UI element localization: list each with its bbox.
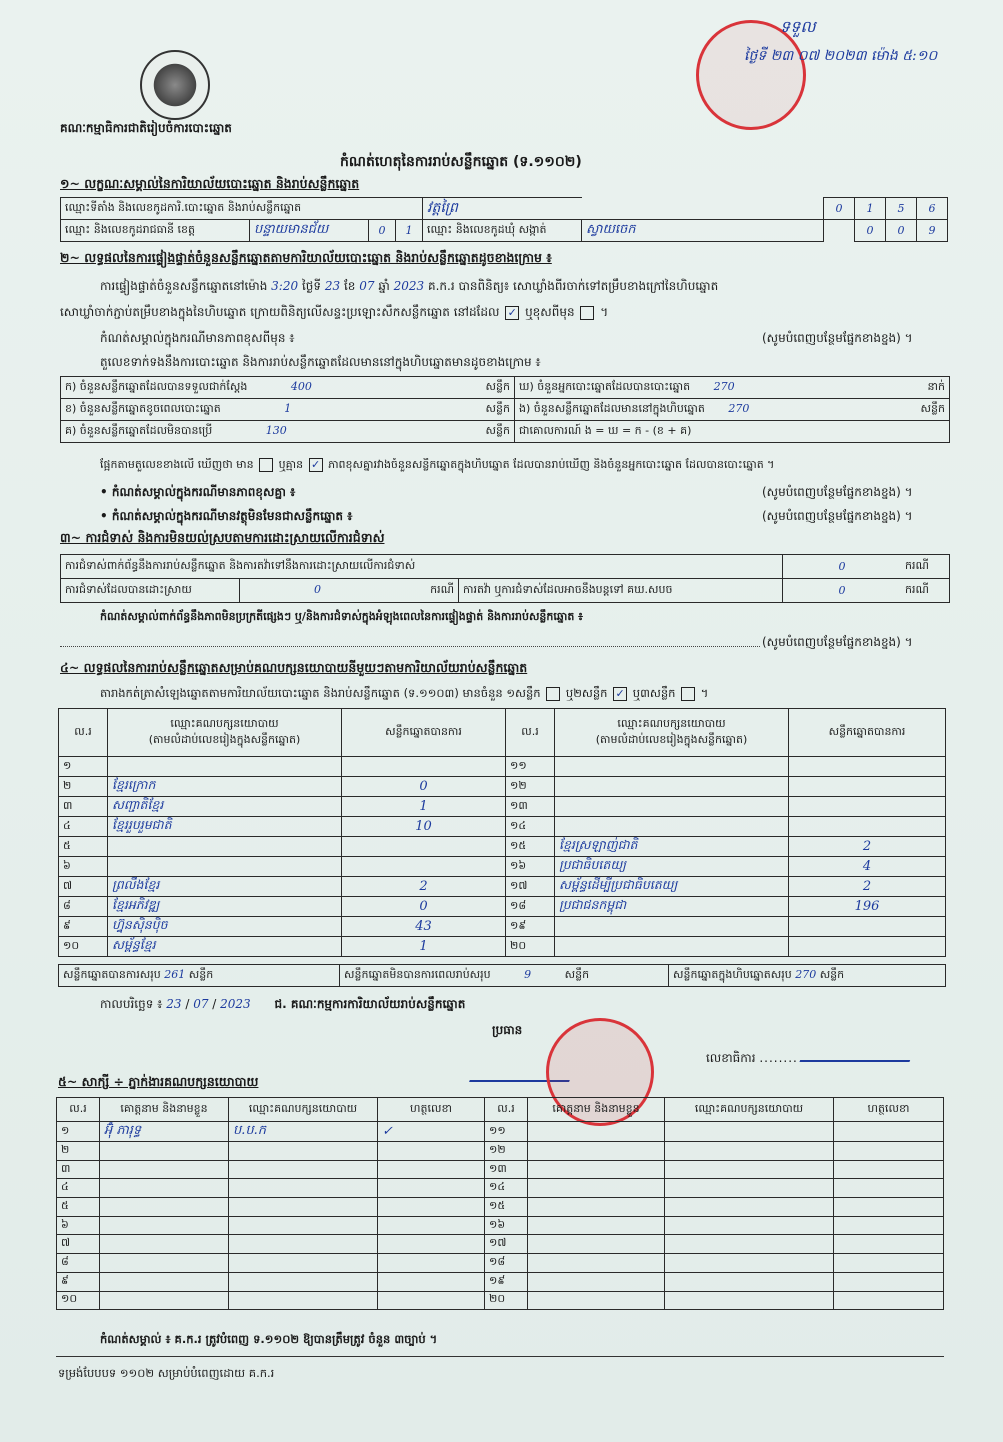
witness-right-sign <box>834 1122 944 1142</box>
ka-label: ក) ចំនួនសន្លឹកឆ្នោតដែលបានទទួលជាក់ស្តែង <box>65 379 248 393</box>
witness-right-no: ១៥ <box>485 1198 528 1217</box>
witness-right-no: ១១ <box>485 1122 528 1142</box>
results-right-no: ១៩ <box>506 917 555 937</box>
results-left-party: សញ្ជាតិខ្មែរ <box>108 797 342 817</box>
figures-intro: តួលេខទាក់ទងនឹងការបោះឆ្នោត និងការរាប់សន្លឹកឆ្នោតដែលមាននៅក្នុងហិបឆ្នោតមានដូចខាងក្រោម ៖ <box>100 355 541 369</box>
witness-right-name <box>528 1198 665 1217</box>
results-row <box>59 777 946 797</box>
date-line: កាលបរិច្ឆេទ ៖ 23 / 07 / 2023 ជ. គណៈកម្មការការិយាល័យរាប់សន្លឹកឆ្នោត <box>100 997 466 1011</box>
results-left-no: ៥ <box>59 837 108 857</box>
witness-col-sign-left: ហត្ថលេខា <box>378 1098 485 1122</box>
witness-right-sign <box>834 1235 944 1254</box>
objection-r1-label: ការជំទាស់ពាក់ព័ន្ធនឹងការរាប់សន្លឹកឆ្នោត និងការតវ៉ាទៅនឹងការដោះស្រាយលើការជំទាស់ <box>61 555 783 579</box>
witness-right-party <box>665 1235 834 1254</box>
results-left-votes: 1 <box>342 937 506 957</box>
results-left-votes <box>342 857 506 877</box>
verify-time: 3:20 <box>271 279 299 293</box>
results-left-no: ៧ <box>59 877 108 897</box>
witness-left-name <box>100 1291 229 1310</box>
results-right-party: ប្រជាជនកម្ពុជា <box>555 897 789 917</box>
witness-right-sign <box>834 1198 944 1217</box>
results-right-no: ១៥ <box>506 837 555 857</box>
form-title: កំណត់ហេតុនៃការរាប់សន្លឹកឆ្នោត (ទ.១១០២) <box>340 154 582 170</box>
note1-label: កំណត់សម្គាល់ក្នុងករណីមានភាពខុសពីមុន ៖ <box>100 331 295 345</box>
witness-left-no: ៥ <box>57 1198 100 1217</box>
kha-value: 1 <box>284 401 292 415</box>
results-left-party: ខ្មែរអភិវឌ្ឍ <box>108 897 342 917</box>
witness-left-name <box>100 1198 229 1217</box>
section1-title: ១~ លក្ខណៈសម្គាល់នៃការិយាល័យបោះឆ្នោត និងរាប់សន្លឹកឆ្នោត <box>60 176 360 191</box>
results-table <box>58 708 946 957</box>
witness-row <box>57 1179 944 1198</box>
footer-note: កំណត់សម្គាល់ ៖ គ.ក.រ ត្រូវបំពេញ ទ.១១០២ ឱ្យបានត្រឹមត្រូវ ចំនួន ៣ច្បាប់ ។ <box>100 1332 438 1346</box>
results-right-votes <box>789 797 946 817</box>
results-left-party <box>108 837 342 857</box>
witness-left-party <box>229 1216 378 1235</box>
president-label: ប្រធាន <box>492 1023 523 1037</box>
results-right-no: ១៨ <box>506 897 555 917</box>
witness-left-no: ៧ <box>57 1235 100 1254</box>
section5-title: ៥~ សាក្សី ÷ ភ្នាក់ងារគណបក្សនយោបាយ <box>58 1074 259 1089</box>
witness-left-sign <box>378 1272 485 1291</box>
results-right-party <box>555 777 789 797</box>
bullet2-label: • កំណត់សម្គាល់ក្នុងករណីមានវត្ថុមិនមែនជាសន្លឹកឆ្នោត ៖ <box>100 509 353 523</box>
section2-title: ២~ លទ្ធផលនៃការផ្ទៀងផ្ទាត់ចំនួនសន្លឹកឆ្នោតតាមការិយាល័យបោះឆ្នោត និងរាប់សន្លឹកឆ្នោតដូចខាងក្រោម ៖ <box>60 250 552 265</box>
objection-r2-unit: ករណី <box>430 582 454 596</box>
witness-left-name <box>100 1272 229 1291</box>
results-right-party: ប្រជាធិបតេយ្យ <box>555 857 789 877</box>
results-right-party <box>555 937 789 957</box>
different-label: ឬខុសពីមុន <box>525 305 575 319</box>
witness-row <box>57 1216 944 1235</box>
results-left-no: ១ <box>59 757 108 777</box>
one-sheet-checkbox[interactable] <box>546 687 560 701</box>
witness-left-sign <box>378 1198 485 1217</box>
different-checkbox[interactable] <box>580 306 594 320</box>
witness-left-party <box>229 1142 378 1161</box>
results-left-votes: 10 <box>342 817 506 837</box>
witness-left-no: ៤ <box>57 1179 100 1198</box>
row2-code2-0: 0 <box>855 220 886 242</box>
witness-left-no: ២ <box>57 1142 100 1161</box>
ngo-label: ង) ចំនួនសន្លឹកឆ្នោតដែលមាននៅក្នុងហិបឆ្នោត <box>519 401 705 415</box>
row2-code-0: 0 <box>369 220 396 242</box>
objection-table <box>60 554 950 603</box>
results-col-party-right-sub: (តាមលំដាប់លេខរៀងក្នុងសន្លឹកឆ្នោត) <box>595 732 748 746</box>
results-row <box>59 937 946 957</box>
witness-right-party <box>665 1179 834 1198</box>
bullet1-hint: (សូមបំពេញបន្ថែមផ្នែកខាងខ្នង) ។ <box>762 485 913 499</box>
witness-left-name <box>100 1160 229 1179</box>
witness-row <box>57 1272 944 1291</box>
witness-col-name-right: គោត្តនាម និងនាមខ្លួន <box>528 1098 665 1122</box>
witness-left-name <box>100 1179 229 1198</box>
no-difference-checkbox[interactable]: ✓ <box>309 458 323 472</box>
results-right-party <box>555 797 789 817</box>
witness-right-party <box>665 1254 834 1273</box>
kho-unit: នាក់ <box>927 379 945 393</box>
org-name: គណៈកម្មាធិការជាតិរៀបចំការបោះឆ្នោត <box>60 121 232 135</box>
witness-right-party <box>665 1216 834 1235</box>
witness-left-party <box>229 1272 378 1291</box>
witness-right-sign <box>834 1179 944 1198</box>
note1 <box>100 330 950 348</box>
results-right-no: ១១ <box>506 757 555 777</box>
witness-left-sign <box>378 1254 485 1273</box>
sheet-count-text: តារាងកត់ត្រាសំឡេងឆ្នោតតាមការិយាល័យបោះឆ្នោត និងរាប់សន្លឹកឆ្នោត (ទ.១១០៣) មានចំនួន ១សន្លឹក <box>100 686 541 700</box>
total-invalid-unit: សន្លឹក <box>564 967 590 981</box>
witness-left-sign <box>378 1291 485 1310</box>
row1-label: ឈ្មោះទីតាំង និងលេខកូដការិ.បោះឆ្នោត និងរាប់សន្លឹកឆ្នោត <box>61 198 423 220</box>
seal-text: សោឃ្លាំចាក់ភ្ជាប់តម្រឹបខាងក្នុងនៃហិបឆ្នោត ក្រោយពិនិត្យលើសន្ទះប្រឡោះសឹកសន្លឹកឆ្នោត នៅដដែល <box>60 305 500 319</box>
results-left-party: សម្ព័ន្ធខ្មែរ <box>108 937 342 957</box>
results-left-no: ៣ <box>59 797 108 817</box>
results-col-votes-left: សន្លឹកឆ្នោតបានការ <box>342 709 506 757</box>
witness-left-no: ៨ <box>57 1254 100 1273</box>
results-right-party <box>555 757 789 777</box>
results-left-party: ហ្វ៊ុនស៊ិនប៉ិច <box>108 917 342 937</box>
witness-col-no-left: ល.រ <box>57 1098 100 1122</box>
results-left-party: ព្រលឹងខ្មែរ <box>108 877 342 897</box>
witness-left-name: អ៊ុំ ភារុទ្ធ <box>100 1122 229 1142</box>
witness-left-party <box>229 1254 378 1273</box>
results-left-votes: 43 <box>342 917 506 937</box>
date-day: 23 <box>166 997 182 1011</box>
discrepancy-line <box>100 458 950 474</box>
objection-r2-value: 0 <box>314 582 321 596</box>
witness-right-no: ១២ <box>485 1142 528 1161</box>
date-label: កាលបរិច្ឆេទ ៖ <box>100 997 163 1011</box>
results-left-votes: 2 <box>342 877 506 897</box>
results-left-party <box>108 857 342 877</box>
results-col-no-left: ល.រ <box>59 709 108 757</box>
bullet2-hint: (សូមបំពេញបន្ថែមផ្នែកខាងខ្នង) ។ <box>762 509 913 523</box>
three-sheet-checkbox[interactable] <box>681 687 695 701</box>
ka-value: 400 <box>290 379 312 393</box>
results-right-no: ២០ <box>506 937 555 957</box>
footer-bottom: ទម្រង់បែបបទ ១១០២ សម្រាប់បំពេញដោយ គ.ក.រ <box>58 1366 275 1380</box>
witness-right-sign <box>834 1272 944 1291</box>
results-right-party <box>555 917 789 937</box>
witness-right-name <box>528 1235 665 1254</box>
witness-left-party <box>229 1291 378 1310</box>
bullet2 <box>100 508 950 526</box>
total-box-value: 270 <box>795 967 817 981</box>
witness-left-name <box>100 1216 229 1235</box>
results-right-votes <box>789 777 946 797</box>
verify-month: 07 <box>359 279 375 293</box>
witness-col-name-left: គោត្តនាម និងនាមខ្លួន <box>100 1098 229 1122</box>
results-col-party-left <box>108 709 342 757</box>
witness-right-party <box>665 1291 834 1310</box>
row1-code-2: 5 <box>886 198 917 220</box>
date-year: 2023 <box>220 997 251 1011</box>
results-right-votes: 2 <box>789 837 946 857</box>
totals-table <box>58 964 946 987</box>
kha-label: ខ) ចំនួនសន្លឹកឆ្នោតខូចពេលបោះឆ្នោត <box>65 401 221 415</box>
witness-right-no: ២០ <box>485 1291 528 1310</box>
results-col-votes-right: សន្លឹកឆ្នោតបានការ <box>789 709 946 757</box>
total-valid-value: 261 <box>164 967 186 981</box>
total-valid-label: សន្លឹកឆ្នោតបានការសរុប <box>63 967 161 981</box>
results-row <box>59 857 946 877</box>
two-sheet-label: ឬ២សន្លឹក <box>565 686 608 700</box>
witness-right-name <box>528 1272 665 1291</box>
results-right-votes <box>789 817 946 837</box>
witness-right-sign <box>834 1291 944 1310</box>
verify-text-d: ឆ្នាំ <box>378 279 390 293</box>
results-right-no: ១៤ <box>506 817 555 837</box>
ngo-value: 270 <box>728 401 750 415</box>
ngo-unit: សន្លឹក <box>920 401 945 415</box>
witness-right-party <box>665 1142 834 1161</box>
witness-right-sign <box>834 1160 944 1179</box>
verify-day: 23 <box>324 279 341 293</box>
results-right-votes: 2 <box>789 877 946 897</box>
row1-code-3: 6 <box>917 198 948 220</box>
witness-row <box>57 1254 944 1273</box>
section3-title: ៣~ ការជំទាស់ និងការមិនយល់ស្របតាមការដោះស្រាយលើការជំទាស់ <box>60 530 385 545</box>
witness-col-party-left: ឈ្មោះគណបក្សនយោបាយ <box>229 1098 378 1122</box>
results-right-no: ១៣ <box>506 797 555 817</box>
row2-value2: ស្វាយចេក <box>582 220 824 242</box>
witness-right-sign <box>834 1254 944 1273</box>
objection-r1-value: 0 <box>783 555 902 579</box>
secretary-dots: ........ <box>759 1051 798 1065</box>
results-right-party <box>555 817 789 837</box>
witness-left-party: ប.ប.ក <box>229 1122 378 1142</box>
row2-code2-1: 0 <box>886 220 917 242</box>
results-row <box>59 877 946 897</box>
witness-left-party <box>229 1179 378 1198</box>
witness-left-sign: ✓ <box>378 1122 485 1142</box>
sign-org: ជ. គណៈកម្មការការិយាល័យរាប់សន្លឹកឆ្នោត <box>274 997 466 1011</box>
results-row <box>59 917 946 937</box>
kha-unit: សន្លឹក <box>485 401 510 415</box>
witness-right-sign <box>834 1142 944 1161</box>
witness-row <box>57 1122 944 1142</box>
row1-code-0: 0 <box>824 198 855 220</box>
witness-right-no: ១៨ <box>485 1254 528 1273</box>
witness-right-no: ១៩ <box>485 1272 528 1291</box>
witness-left-name <box>100 1235 229 1254</box>
verify-year: 2023 <box>393 279 425 293</box>
witness-left-party <box>229 1198 378 1217</box>
witness-right-party <box>665 1160 834 1179</box>
witness-row <box>57 1291 944 1310</box>
witness-col-party-right: ឈ្មោះគណបក្សនយោបាយ <box>665 1098 834 1122</box>
witness-row <box>57 1160 944 1179</box>
witness-right-no: ១៤ <box>485 1179 528 1198</box>
row1-value: វត្តព្រៃ <box>423 198 582 220</box>
results-left-votes: 0 <box>342 897 506 917</box>
witness-row <box>57 1235 944 1254</box>
verify-text-b: ថ្ងៃទី <box>301 279 321 293</box>
results-col-no-right: ល.រ <box>506 709 555 757</box>
objection-r1-unit: ករណី <box>901 555 950 579</box>
discrepancy-text-c: ភាពខុសគ្នារវាងចំនួនសន្លឹកឆ្នោតក្នុងហិបឆ្នោត ដែលបានរាប់ឃើញ និងចំនួនអ្នកបោះឆ្នោត ដែលបានបោះឆ្នោត ។ <box>328 458 775 471</box>
witness-right-party <box>665 1122 834 1142</box>
objection-r2-label: ការជំទាស់ដែលបានដោះស្រាយ <box>61 579 240 603</box>
witness-left-no: ១០ <box>57 1291 100 1310</box>
note1-hint: (សូមបំពេញបន្ថែមផ្នែកខាងខ្នង) ។ <box>762 331 913 345</box>
nec-logo <box>140 50 210 120</box>
results-col-party-left-sub: (តាមលំដាប់លេខរៀងក្នុងសន្លឹកឆ្នោត) <box>148 732 301 746</box>
results-right-votes <box>789 757 946 777</box>
witness-left-no: ៩ <box>57 1272 100 1291</box>
witness-right-name <box>528 1291 665 1310</box>
witness-right-party <box>665 1272 834 1291</box>
objection-r3-value: 0 <box>783 579 902 603</box>
witness-col-no-right: ល.រ <box>485 1098 528 1122</box>
objection-hint: (សូមបំពេញបន្ថែមផ្នែកខាងខ្នង) ។ <box>762 635 913 649</box>
witness-right-sign <box>834 1216 944 1235</box>
total-invalid-label: សន្លឹកឆ្នោតមិនបានការពេលរាប់សរុប <box>344 967 491 981</box>
witness-row <box>57 1198 944 1217</box>
ko-unit: សន្លឹក <box>485 423 510 437</box>
results-row <box>59 897 946 917</box>
verify-text-e: គ.ក.រ បានពិនិត្យ៖ សោឃ្លាំងពីរចាក់ទៅតម្រឹបខាងក្រៅនៃហិបឆ្នោត <box>427 279 719 293</box>
ko-value: 130 <box>265 423 287 437</box>
results-left-no: ៩ <box>59 917 108 937</box>
discrepancy-text-a: ផ្អែកតាមតួលេខខាងលើ ឃើញថា មាន <box>100 458 254 471</box>
results-row <box>59 797 946 817</box>
secretary-label: លេខាធិការ <box>706 1051 756 1065</box>
row2-label: ឈ្មោះ និងលេខកូដរាជធានី ខេត្ត <box>61 220 250 242</box>
witness-left-no: ៦ <box>57 1216 100 1235</box>
formula: ជាគោលការណ៍ ង = ឃ = ក - (ខ + គ) <box>515 421 950 443</box>
witness-right-name <box>528 1179 665 1198</box>
total-box-label: សន្លឹកឆ្នោតក្នុងហិបឆ្នោតសរុប <box>673 967 792 981</box>
witness-right-no: ១៦ <box>485 1216 528 1235</box>
results-left-party <box>108 757 342 777</box>
has-difference-checkbox[interactable] <box>259 458 273 472</box>
witness-left-party <box>229 1160 378 1179</box>
bullet1-label: • កំណត់សម្គាល់ក្នុងករណីមានភាពខុសគ្នា ៖ <box>100 485 296 499</box>
witness-left-name <box>100 1142 229 1161</box>
stamp-note: ថ្ងៃទី ២៣ ០៧ ២០២៣ ម៉ោង ៥:១០ <box>744 48 938 64</box>
witness-right-name <box>528 1122 665 1142</box>
results-left-no: ៨ <box>59 897 108 917</box>
witness-right-name <box>528 1254 665 1273</box>
results-right-votes: 196 <box>789 897 946 917</box>
results-left-votes <box>342 757 506 777</box>
secretary-line <box>706 1048 912 1068</box>
results-left-votes: 1 <box>342 797 506 817</box>
witness-right-name <box>528 1216 665 1235</box>
row2-code-1: 1 <box>396 220 423 242</box>
witness-right-no: ១៣ <box>485 1160 528 1179</box>
results-col-party-right-title: ឈ្មោះគណបក្សនយោបាយ <box>617 716 726 730</box>
section4-title: ៤~ លទ្ធផលនៃការរាប់សន្លឹកឆ្នោតសម្រាប់គណបក្សនយោបាយនីមួយៗតាមការិយាល័យរាប់សន្លឹកឆ្នោត <box>60 660 528 675</box>
dotted-line <box>60 646 760 647</box>
results-left-votes <box>342 837 506 857</box>
stamp-label: ទទួល <box>780 17 816 36</box>
verify-text-c: ខែ <box>343 279 356 293</box>
witness-col-sign-right: ហត្ថលេខា <box>834 1098 944 1122</box>
witness-left-no: ៣ <box>57 1160 100 1179</box>
results-right-no: ១៧ <box>506 877 555 897</box>
kho-value: 270 <box>713 379 735 393</box>
witness-left-sign <box>378 1179 485 1198</box>
witness-left-no: ១ <box>57 1122 100 1142</box>
bullet1 <box>100 484 950 502</box>
row1-code-1: 1 <box>855 198 886 220</box>
results-left-party: ខ្មែរក្រោក <box>108 777 342 797</box>
total-valid-unit: សន្លឹក <box>188 967 214 981</box>
results-row <box>59 817 946 837</box>
results-right-party: ខ្មែរស្រឡាញ់ជាតិ <box>555 837 789 857</box>
results-row <box>59 757 946 777</box>
witness-right-no: ១៧ <box>485 1235 528 1254</box>
sheet-count-line: តារាងកត់ត្រាសំឡេងឆ្នោតតាមការិយាល័យបោះឆ្នោត និងរាប់សន្លឹកឆ្នោត (ទ.១១០៣) មានចំនួន ១សន្លឹក ឬ២សន្លឹក ✓ ឬ៣សន្លឹក ។ <box>100 686 709 700</box>
results-left-party: ខ្មែររួបរួមជាតិ <box>108 817 342 837</box>
row2-label2: ឈ្មោះ និងលេខកូដឃុំ សង្កាត់ <box>423 220 582 242</box>
objection-r3-unit: ករណី <box>901 579 950 603</box>
witness-left-sign <box>378 1235 485 1254</box>
witness-left-sign <box>378 1160 485 1179</box>
results-left-no: ២ <box>59 777 108 797</box>
witness-left-sign <box>378 1142 485 1161</box>
witness-table <box>56 1097 944 1310</box>
date-month: 07 <box>193 997 209 1011</box>
witness-left-party <box>229 1235 378 1254</box>
witness-right-name <box>528 1160 665 1179</box>
results-right-party: សម្ព័ន្ធដើម្បីប្រជាធិបតេយ្យ <box>555 877 789 897</box>
total-invalid-value: 9 <box>524 967 532 981</box>
row2-value: បន្ទាយមានជ័យ <box>250 220 369 242</box>
row2-code2-2: 9 <box>917 220 948 242</box>
verify-line <box>100 278 718 296</box>
ka-unit: សន្លឹក <box>485 379 510 393</box>
objection-r3-label: ការតវ៉ា ឬការជំទាស់ដែលអាចនឹងបន្តទៅ គឃ.សបច <box>459 579 783 603</box>
witness-right-name <box>528 1142 665 1161</box>
results-right-votes <box>789 917 946 937</box>
witness-row <box>57 1142 944 1161</box>
witness-left-name <box>100 1254 229 1273</box>
figures-table <box>60 376 950 443</box>
secretary-signature <box>799 1048 914 1062</box>
results-row <box>59 837 946 857</box>
results-left-no: ៤ <box>59 817 108 837</box>
kho-label: ឃ) ចំនួនអ្នកបោះឆ្នោតដែលបានបោះឆ្នោត <box>519 379 691 393</box>
footer-divider <box>56 1356 944 1357</box>
results-right-no: ១៦ <box>506 857 555 877</box>
witness-right-party <box>665 1198 834 1217</box>
results-col-party-left-title: ឈ្មោះគណបក្សនយោបាយ <box>170 716 279 730</box>
verify-text-a: ការផ្ទៀងផ្ទាត់ចំនួនសន្លឹកឆ្នោតនៅម៉ោង <box>100 279 268 293</box>
ko-label: គ) ចំនួនសន្លឹកឆ្នោតដែលមិនបានប្រើ <box>65 423 213 437</box>
total-box-unit: សន្លឹក <box>819 967 845 981</box>
two-sheet-checkbox[interactable]: ✓ <box>613 687 627 701</box>
results-left-no: ១០ <box>59 937 108 957</box>
same-checkbox[interactable]: ✓ <box>505 306 519 320</box>
results-col-party-right <box>555 709 789 757</box>
results-right-votes: 4 <box>789 857 946 877</box>
witness-left-sign <box>378 1216 485 1235</box>
results-right-no: ១២ <box>506 777 555 797</box>
results-left-votes: 0 <box>342 777 506 797</box>
three-sheet-label: ឬ៣សន្លឹក <box>632 686 676 700</box>
results-right-votes <box>789 937 946 957</box>
section1-table <box>60 197 948 242</box>
seal-line: សោឃ្លាំចាក់ភ្ជាប់តម្រឹបខាងក្នុងនៃហិបឆ្នោត ក្រោយពិនិត្យលើសន្ទះប្រឡោះសឹកសន្លឹកឆ្នោត នៅដដែល ✓ ឬខុសពីមុន ។ <box>60 305 609 319</box>
results-left-no: ៦ <box>59 857 108 877</box>
objection-note: កំណត់សម្គាល់ពាក់ព័ន្ធនឹងភាពមិនប្រក្រតីផ្សេងៗ ឬ/និងការជំទាស់ក្នុងអំឡុងពេលនៃការផ្ទៀងផ្ទាត់ និងការរាប់សន្លឹកឆ្នោត ៖ <box>100 610 584 623</box>
discrepancy-text-b: ឬគ្មាន <box>278 458 304 471</box>
